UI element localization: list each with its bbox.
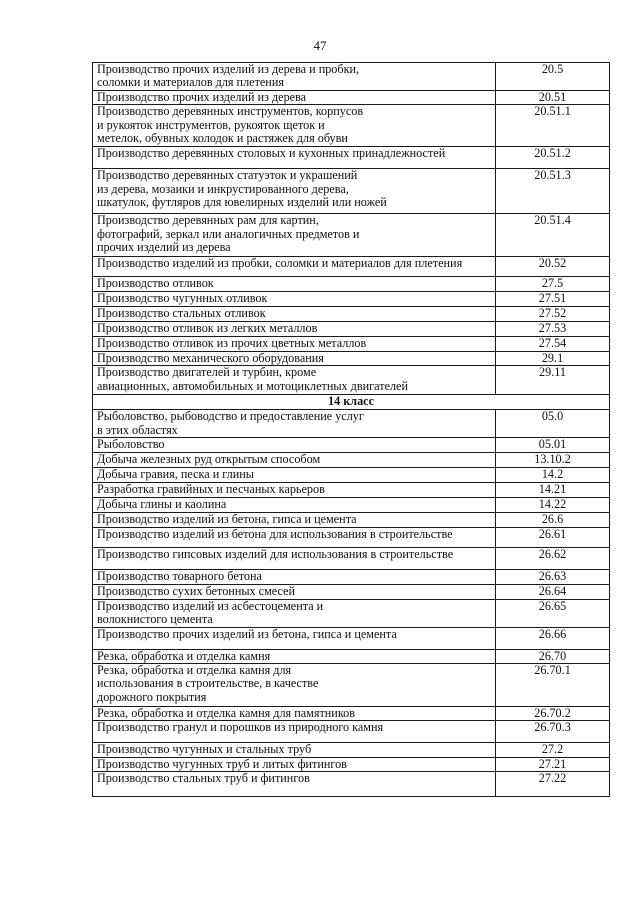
- activity-name-cell: Производство чугунных отливок: [93, 291, 496, 306]
- activity-name-cell: Рыболовство: [93, 438, 496, 453]
- activity-code-cell: 29.1: [496, 351, 610, 365]
- activity-code-cell: 20.51.4: [496, 214, 610, 257]
- activity-name-cell: Рыболовство, рыбоводство и предоставление услуг в этих областях: [93, 410, 496, 438]
- table-row: [93, 569, 610, 584]
- activity-code-cell: 27.2: [496, 743, 610, 757]
- table-row: [93, 306, 610, 321]
- activity-code-cell: 14.21: [496, 483, 610, 498]
- table-row: [93, 453, 610, 468]
- activity-name-cell: Производство отливок из прочих цветных металлов: [93, 336, 496, 351]
- activity-code-cell: 27.5: [496, 277, 610, 291]
- activity-name-cell: Производство прочих изделий из дерева: [93, 91, 496, 105]
- table-row: [93, 410, 610, 438]
- activity-name-cell: Резка, обработка и отделка камня: [93, 649, 496, 663]
- activity-code-cell: 26.64: [496, 584, 610, 599]
- table-row: [93, 483, 610, 498]
- activity-code-cell: 26.70.2: [496, 707, 610, 721]
- activity-code-cell: 20.51.2: [496, 147, 610, 169]
- activity-name-cell: Производство деревянных столовых и кухонных принадлежностей: [93, 147, 496, 169]
- activity-name-cell: Производство чугунных труб и литых фитингов: [93, 757, 496, 771]
- activity-code-cell: 26.63: [496, 569, 610, 584]
- activity-code-cell: 05.01: [496, 438, 610, 453]
- activity-code-cell: 26.66: [496, 627, 610, 649]
- table-row: [93, 351, 610, 365]
- activity-name-cell: Производство деревянных статуэток и украшений из дерева, мозаики и инкрустированного дерева, шкатулок, футляров для ювелирных изделий или ножей: [93, 169, 496, 214]
- activity-code-cell: 26.6: [496, 513, 610, 527]
- table-row: [93, 147, 610, 169]
- table-row: [93, 257, 610, 277]
- table-row: [93, 214, 610, 257]
- activity-name-cell: Производство прочих изделий из бетона, гипса и цемента: [93, 627, 496, 649]
- table-row: [93, 584, 610, 599]
- activity-name-cell: Добыча глины и каолина: [93, 498, 496, 513]
- activity-code-cell: 29.11: [496, 366, 610, 395]
- table-row: [93, 438, 610, 453]
- activity-name-cell: Производство изделий из бетона, гипса и цемента: [93, 513, 496, 527]
- activity-name-cell: Производство механического оборудования: [93, 351, 496, 365]
- activity-code-cell: 20.52: [496, 257, 610, 277]
- table-row: [93, 513, 610, 527]
- table-row: [93, 336, 610, 351]
- table-row: [93, 721, 610, 743]
- activity-code-cell: 20.5: [496, 63, 610, 91]
- activity-name-cell: Производство деревянных рам для картин, фотографий, зеркал или аналогичных предметов и прочих изделий из дерева: [93, 214, 496, 257]
- activity-name-cell: Производство деревянных инструментов, корпусов и рукояток инструментов, рукояток щеток и метелок, обувных колодок и растяжек для обуви: [93, 105, 496, 147]
- table-body: [93, 63, 610, 797]
- table-row: [93, 527, 610, 547]
- activity-name-cell: Производство чугунных и стальных труб: [93, 743, 496, 757]
- table-row: [93, 91, 610, 105]
- activity-code-cell: 14.22: [496, 498, 610, 513]
- activity-code-cell: 26.70: [496, 649, 610, 663]
- activity-name-cell: Производство гипсовых изделий для использования в строительстве: [93, 547, 496, 569]
- activity-name-cell: Резка, обработка и отделка камня для памятников: [93, 707, 496, 721]
- activity-name-cell: Производство отливок: [93, 277, 496, 291]
- activity-name-cell: Производство изделий из бетона для использования в строительстве: [93, 527, 496, 547]
- activity-name-cell: Производство сухих бетонных смесей: [93, 584, 496, 599]
- activity-name-cell: Разработка гравийных и песчаных карьеров: [93, 483, 496, 498]
- activity-code-cell: 26.65: [496, 599, 610, 627]
- classification-table: [92, 62, 610, 797]
- classification-table-container: [92, 62, 609, 797]
- table-row: [93, 649, 610, 663]
- activity-name-cell: Производство гранул и порошков из природного камня: [93, 721, 496, 743]
- activity-code-cell: 26.62: [496, 547, 610, 569]
- table-row: [93, 772, 610, 797]
- activity-name-cell: Производство стальных труб и фитингов: [93, 772, 496, 797]
- section-title: 14 класс: [93, 395, 610, 410]
- table-row: [93, 291, 610, 306]
- table-row: [93, 757, 610, 771]
- activity-code-cell: 14.2: [496, 468, 610, 483]
- activity-code-cell: 26.70.3: [496, 721, 610, 743]
- activity-code-cell: 13.10.2: [496, 453, 610, 468]
- activity-name-cell: Добыча железных руд открытым способом: [93, 453, 496, 468]
- activity-name-cell: Производство прочих изделий из дерева и пробки, соломки и материалов для плетения: [93, 63, 496, 91]
- activity-name-cell: Добыча гравия, песка и глины: [93, 468, 496, 483]
- activity-name-cell: Резка, обработка и отделка камня для использования в строительстве, в качестве дорожного покрытия: [93, 664, 496, 707]
- table-row: [93, 277, 610, 291]
- activity-code-cell: 05.0: [496, 410, 610, 438]
- activity-name-cell: Производство изделий из асбестоцемента и волокнистого цемента: [93, 599, 496, 627]
- activity-code-cell: 27.21: [496, 757, 610, 771]
- activity-name-cell: Производство отливок из легких металлов: [93, 321, 496, 336]
- activity-code-cell: 27.53: [496, 321, 610, 336]
- table-row: [93, 599, 610, 627]
- activity-code-cell: 27.54: [496, 336, 610, 351]
- activity-code-cell: 20.51.1: [496, 105, 610, 147]
- activity-code-cell: 27.51: [496, 291, 610, 306]
- activity-name-cell: Производство стальных отливок: [93, 306, 496, 321]
- table-row: [93, 498, 610, 513]
- activity-name-cell: Производство двигателей и турбин, кроме авиационных, автомобильных и мотоциклетных двигателей: [93, 366, 496, 395]
- activity-code-cell: 26.70.1: [496, 664, 610, 707]
- table-row: [93, 105, 610, 147]
- activity-code-cell: 27.22: [496, 772, 610, 797]
- activity-code-cell: 20.51: [496, 91, 610, 105]
- table-row: [93, 468, 610, 483]
- table-row: [93, 664, 610, 707]
- table-row: [93, 707, 610, 721]
- section-header-row: [93, 395, 610, 410]
- table-row: [93, 547, 610, 569]
- table-row: [93, 743, 610, 757]
- activity-name-cell: Производство товарного бетона: [93, 569, 496, 584]
- activity-code-cell: 26.61: [496, 527, 610, 547]
- table-row: [93, 321, 610, 336]
- table-row: [93, 627, 610, 649]
- table-row: [93, 169, 610, 214]
- activity-name-cell: Производство изделий из пробки, соломки и материалов для плетения: [93, 257, 496, 277]
- page-number: 47: [313, 38, 327, 53]
- activity-code-cell: 27.52: [496, 306, 610, 321]
- activity-code-cell: 20.51.3: [496, 169, 610, 214]
- table-row: [93, 63, 610, 91]
- table-row: [93, 366, 610, 395]
